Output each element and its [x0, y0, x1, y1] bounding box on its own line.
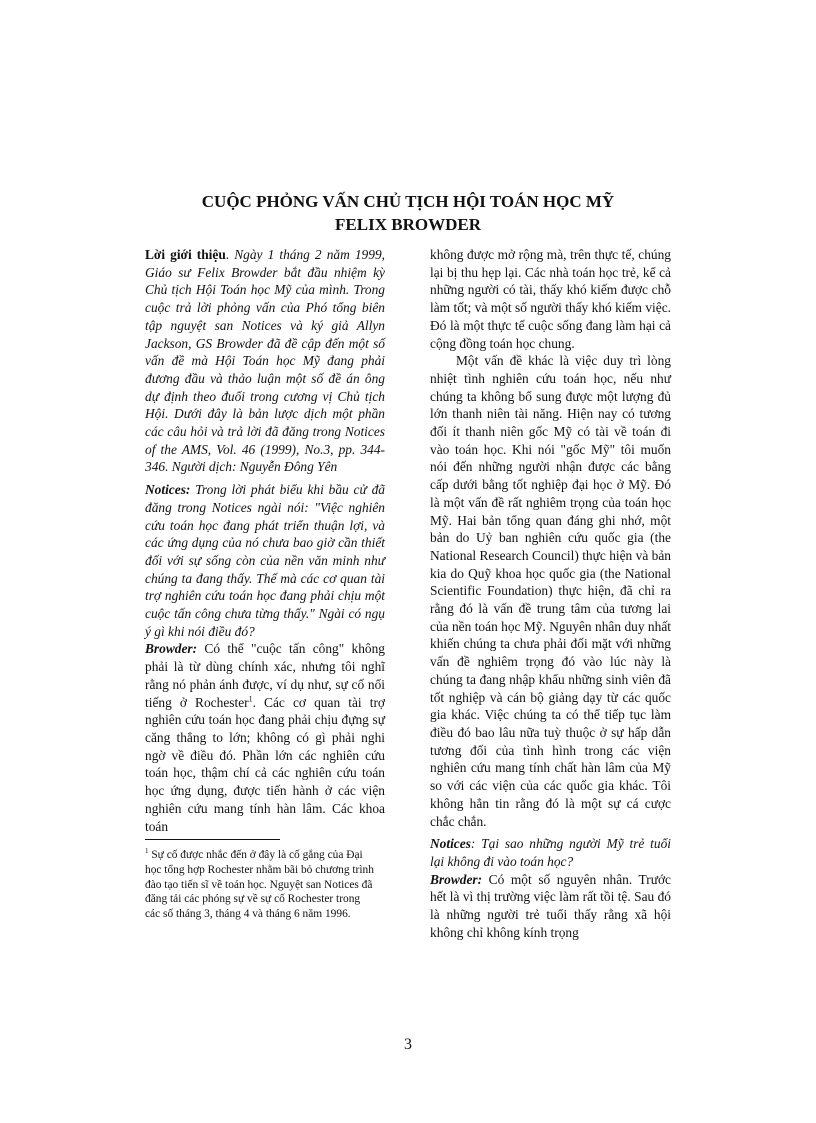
right-column: [430, 246, 671, 941]
answer-1-paragraph-2: Một vấn đề khác là việc duy trì lòng nhiệt tình nghiên cứu toán học, nếu như chúng ta không bổ sung được một lượng đủ lớn thanh niên tài năng. Hiện nay có tương đối ít thanh niên gốc Mỹ có tài về toán đi vào toán học. Khi nói "gốc Mỹ" tôi muốn nói đến những người nhận được các bằng cấp dưới bằng tốt nghiệp đại học ở Mỹ. Đó là một vấn đề rất nghiêm trọng của toán học Mỹ. Hai bản tổng quan đáng ghi nhớ, một bản do Uỷ ban nghiên cứu quốc gia (the National Research Council) thực hiện và bản kia do Quỹ khoa học quốc gia (the National Scientific Foundation) thực hiện, đã chỉ ra rằng đó là vấn đề trung tâm của tương lai của nền toán học Mỹ. Nguyên nhân duy nhất khiến chúng ta chưa phải đối mặt với những vấn đề nghiêm trọng đó vào lúc này là chúng ta đang nhập khẩu những sinh viên đã tốt nghiệp và cán bộ giảng dạy từ các quốc gia khác. Việc chúng ta có thể tiếp tục làm điều đó bao lâu nữa tuỳ thuộc ở sự hấp dẫn tương đối của tình hình trong các viện nghiên cứu mang tính chất hàn lâm của Mỹ so với các viện của các quốc gia khác. Tôi không hẳn tin rằng đó là một sự cá cược chắc chắn.: [430, 353, 671, 829]
answer-1-text-after: . Các cơ quan tài trợ nghiên cứu toán học đang phải chịu đựng sự căng thẳng to lớn; không có gì phải nghi ngờ về điều đó. Phần lớn các nghiên cứu toán học, thậm chí cả các nghiên cứu toán học ứng dụng, được tiến hành ở các viện nghiên cứu mang tính hàn lâm. Các khoa toán: [145, 694, 385, 834]
intro-paragraph: [145, 246, 385, 476]
question-1-text: Trong lời phát biểu khi bầu cử đã đăng trong Notices ngài nói: "Việc nghiên cứu toán học đang phát triển thuận lợi, và các ứng dụng của nó chưa bao giờ cần thiết đối với sự sống còn của nền văn minh như chúng ta đang thấy. Thế mà các cơ quan tài trợ nghiên cứu toán học đang phải chịu một cuộc tấn công chưa từng thấy." Ngài có ngụ ý gì khi nói điều đó?: [145, 482, 385, 639]
intro-lead: Lời giới thiệu: [145, 247, 226, 262]
title-line-2: FELIX BROWDER: [335, 215, 481, 234]
footnote-text: Sự cố được nhắc đến ở đây là cố gắng của Đại học tổng hợp Rochester nhằm bãi bỏ chương trình đào tạo tiến sĩ về toán học. Nguyệt san Notices đã đăng tải các phóng sự về sự cố Rochester trong các số tháng 3, tháng 4 và tháng 6 năm 1996.: [145, 849, 374, 921]
article-title: [120, 190, 696, 236]
answer-1-text-before: Có thể "cuộc tấn công" không phải là từ dùng chính xác, nhưng tôi nghĩ rằng nó phản ánh được, ví dụ như, sự cố nổi tiếng ở Rochester: [145, 641, 385, 710]
intro-dot: .: [225, 247, 235, 262]
question-2-speaker: Notices: [430, 836, 471, 852]
question-2-text: : Tại sao những người Mỹ trẻ tuổi lại không đi vào toán học?: [430, 836, 671, 869]
question-1: [145, 481, 385, 640]
footnote: [145, 848, 375, 922]
answer-2-text: Có một số nguyên nhân. Trước hết là vì thị trường việc làm rất tồi tệ. Sau đó là những người trẻ tuổi thấy rằng xã hội không chỉ không kính trọng: [430, 871, 671, 940]
page-number: 3: [404, 1036, 412, 1053]
answer-1: [145, 640, 385, 835]
footnote-mark: 1: [145, 847, 149, 856]
intro-text: Ngày 1 tháng 2 năm 1999, Giáo sư Felix Browder bắt đầu nhiệm kỳ Chủ tịch Hội Toán học Mỹ của mình. Trong cuộc trả lời phỏng vấn của Phó tổng biên tập nguyệt san Notices và ký giả Allyn Jackson, GS Browder đã đề cập đến một số vấn đề mà Hội Toán học Mỹ đang phải đương đầu và thảo luận một số đề án ông dự định theo đuổi trong cương vị Chủ tịch Hội. Dưới đây là bản lược dịch một phần các câu hỏi và trả lời đã đăng trong Notices of the AMS, Vol. 46 (1999), No.3, pp. 344-346. Người dịch: Nguyễn Đông Yên: [145, 247, 385, 475]
answer-1-continued: không được mở rộng mà, trên thực tế, chúng lại bị thu hẹp lại. Các nhà toán học trẻ, kể cả những người có tài, thấy khó kiếm được chỗ làm tốt; và một số người thấy khó kiếm việc. Đó là một thực tế cuộc sống đang làm hại cả cộng đồng toán học chung.: [430, 247, 671, 351]
footnote-divider: [145, 839, 280, 840]
answer-2-speaker: Browder:: [430, 871, 483, 887]
footnote-reference[interactable]: 1: [248, 694, 253, 704]
left-column: [145, 246, 385, 835]
question-1-speaker: Notices:: [145, 482, 191, 498]
title-line-1: CUỘC PHỎNG VẤN CHỦ TỊCH HỘI TOÁN HỌC MỸ: [201, 192, 615, 211]
answer-1-speaker: Browder:: [145, 641, 198, 657]
answer-2: [430, 871, 671, 942]
question-2: [430, 835, 671, 870]
